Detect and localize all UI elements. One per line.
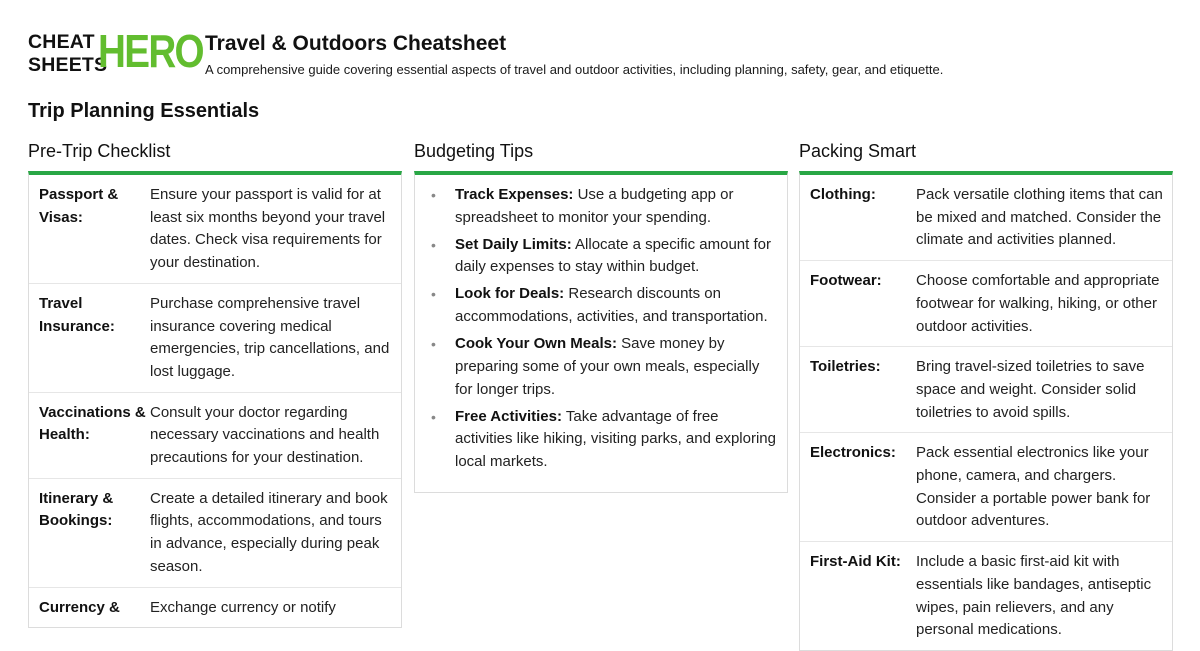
- logo-line1: CHEAT: [28, 31, 95, 53]
- tip-key: Look for Deals:: [455, 285, 565, 303]
- tips-list: [415, 175, 787, 492]
- row-value: Pack versatile clothing items that can be mixed and matched. Consider the climate and activities planned.: [916, 186, 1163, 249]
- row-value: Create a detailed itinerary and book flights, accommodations, and tours in advance, especially during peak season.: [150, 489, 388, 575]
- row-value: Ensure your passport is valid for at least six months beyond your travel dates. Check visa requirements for your destination.: [150, 186, 386, 272]
- row-key: Electronics:: [810, 444, 896, 462]
- tip-text: Save money by preparing some of your own meals, especially for longer trips.: [455, 335, 760, 398]
- row-value: Bring travel-sized toiletries to save space and weight. Consider solid toiletries to avoid spills.: [916, 358, 1145, 421]
- tip-text: Research discounts on accommodations, activities, and transportation.: [455, 285, 768, 326]
- list-item: [428, 184, 779, 229]
- section-title: Trip Planning Essentials: [28, 100, 260, 122]
- row-key: First-Aid Kit:: [810, 553, 901, 571]
- table-row: [800, 261, 1172, 347]
- logo-hero: HERO: [98, 25, 203, 77]
- list-item: [428, 234, 779, 279]
- pre-trip-checklist-card: [28, 140, 402, 628]
- budgeting-tips-card: [414, 140, 788, 493]
- tip-key: Set Daily Limits:: [455, 235, 572, 253]
- table-row: [29, 588, 401, 628]
- bullet-icon: •: [431, 408, 436, 425]
- row-key: Passport & Visas:: [39, 186, 119, 226]
- tip-text: Take advantage of free activities like hiking, visiting parks, and exploring local markets.: [455, 407, 776, 470]
- row-value: Pack essential electronics like your phone, camera, and chargers. Consider a portable power bank for outdoor adventures.: [916, 444, 1151, 530]
- bullet-icon: •: [431, 286, 436, 303]
- cheatsheets-hero-logo[interactable]: [28, 25, 203, 78]
- card-title: Packing Smart: [799, 141, 917, 161]
- row-value: Exchange currency or notify: [150, 598, 336, 616]
- bullet-icon: •: [431, 236, 436, 253]
- row-value: Include a basic first-aid kit with essentials like bandages, antiseptic wipes, pain relievers, and any personal medications.: [916, 553, 1152, 639]
- table-row: [800, 175, 1172, 261]
- row-value: Consult your doctor regarding necessary vaccinations and health precautions for your destination.: [150, 403, 380, 467]
- row-key: Itinerary & Bookings:: [39, 489, 114, 530]
- list-item: [428, 333, 779, 401]
- row-key: Footwear:: [810, 272, 882, 290]
- tip-key: Free Activities:: [455, 407, 562, 425]
- row-key: Toiletries:: [810, 358, 881, 376]
- checklist-table: [28, 171, 402, 628]
- tips-list-box: [414, 171, 788, 493]
- row-value: Choose comfortable and appropriate footwear for walking, hiking, or other outdoor activities.: [916, 272, 1160, 335]
- tip-key: Track Expenses:: [455, 186, 574, 203]
- table-row: [29, 175, 401, 284]
- packing-smart-card: [799, 140, 1173, 651]
- list-item: [428, 283, 779, 328]
- row-key: Vaccinations & Health:: [39, 403, 146, 444]
- card-title: Budgeting Tips: [414, 141, 534, 161]
- row-value: Purchase comprehensive travel insurance covering medical emergencies, trip cancellations, and lost luggage.: [150, 294, 390, 380]
- table-row: [800, 433, 1172, 542]
- tip-key: Cook Your Own Meals:: [455, 335, 617, 353]
- page-title: Travel & Outdoors Cheatsheet: [205, 32, 507, 55]
- tip-text: Allocate a specific amount for daily expenses to stay within budget.: [455, 235, 771, 276]
- page-subtitle: A comprehensive guide covering essential aspects of travel and outdoor activities, including planning, safety, gear, and etiquette.: [205, 62, 944, 77]
- packing-table: [799, 171, 1173, 651]
- list-item: [428, 406, 779, 474]
- table-row: [800, 347, 1172, 433]
- logo-line2: SHEETS: [28, 54, 108, 76]
- table-row: [29, 479, 401, 588]
- row-key: Travel Insurance:: [39, 294, 115, 335]
- header: [28, 25, 1178, 80]
- tip-text: Use a budgeting app or spreadsheet to monitor your spending.: [455, 186, 734, 226]
- logo-text: [28, 31, 107, 77]
- bullet-icon: •: [431, 336, 436, 353]
- table-row: [29, 393, 401, 479]
- table-row: [800, 542, 1172, 650]
- row-key: Clothing:: [810, 186, 876, 203]
- row-key: Currency &: [39, 598, 120, 616]
- bullet-icon: •: [431, 187, 436, 203]
- card-title: Pre-Trip Checklist: [28, 141, 171, 161]
- table-row: [29, 284, 401, 393]
